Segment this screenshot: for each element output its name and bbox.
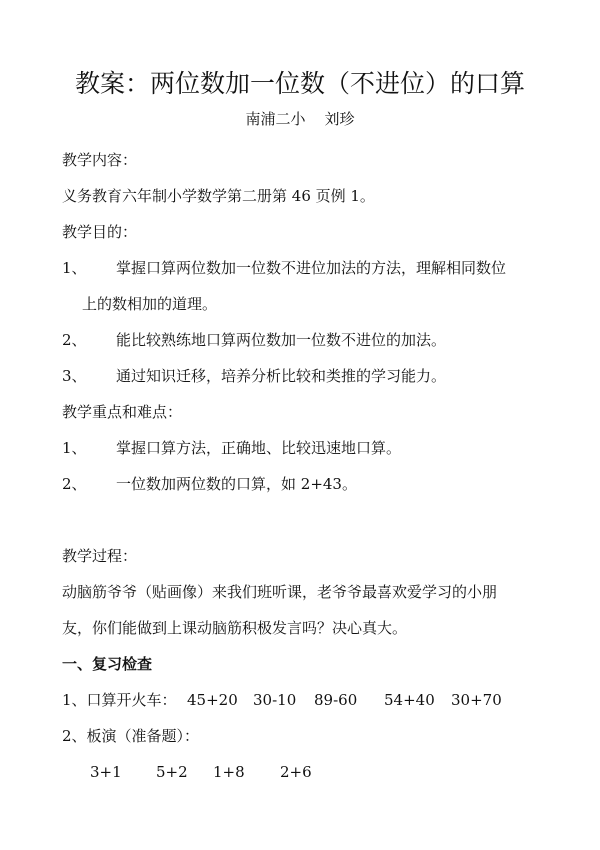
- goal-text-continued: 上的数相加的道理。: [82, 295, 218, 313]
- problem: 45+20: [187, 691, 238, 709]
- key-point-number: 1、: [62, 439, 87, 457]
- problem: 89-60: [314, 691, 358, 709]
- problem: 5+2: [156, 763, 188, 781]
- process-paragraph: 动脑筋爷爷（贴画像）来我们班听课，老爷爷最喜欢爱学习的小朋: [62, 583, 498, 601]
- process-paragraph-continued: 友，你们能做到上课动脑筋积极发言吗？决心真大。: [62, 619, 408, 637]
- key-point-number: 2、: [62, 475, 87, 493]
- key-point-text: 掌握口算方法，正确地、比较迅速地口算。: [116, 439, 402, 457]
- goals-heading: 教学目的：: [62, 223, 138, 241]
- problem: 54+40: [384, 691, 435, 709]
- goal-number: 1、: [62, 259, 87, 277]
- process-heading: 教学过程：: [62, 547, 138, 565]
- goal-text: 掌握口算两位数加一位数不进位加法的方法，理解相同数位: [116, 259, 507, 277]
- content-heading: 教学内容：: [62, 151, 138, 169]
- section-heading: 一、复习检查: [62, 655, 153, 673]
- key-point-text: 一位数加两位数的口算，如 2+43。: [116, 475, 357, 493]
- problem: 2+6: [280, 763, 312, 781]
- problem: 1+8: [213, 763, 245, 781]
- key-heading: 教学重点和难点：: [62, 403, 183, 421]
- problem: 30-10: [253, 691, 297, 709]
- author-line: 南浦二小 刘珍: [245, 110, 355, 128]
- page-title: 教案：两位数加一位数（不进位）的口算: [74, 69, 525, 98]
- goal-number: 3、: [62, 367, 87, 385]
- problem: 3+1: [90, 763, 122, 781]
- content-text: 义务教育六年制小学数学第二册第 46 页例 1。: [62, 187, 375, 205]
- goal-text: 通过知识迁移，培养分析比较和类推的学习能力。: [116, 367, 447, 385]
- goal-number: 2、: [62, 331, 87, 349]
- item-label: 1、口算开火车：: [62, 691, 177, 709]
- item-label: 2、板演（准备题）：: [62, 727, 200, 745]
- problem: 30+70: [451, 691, 502, 709]
- goal-text: 能比较熟练地口算两位数加一位数不进位的加法。: [116, 331, 447, 349]
